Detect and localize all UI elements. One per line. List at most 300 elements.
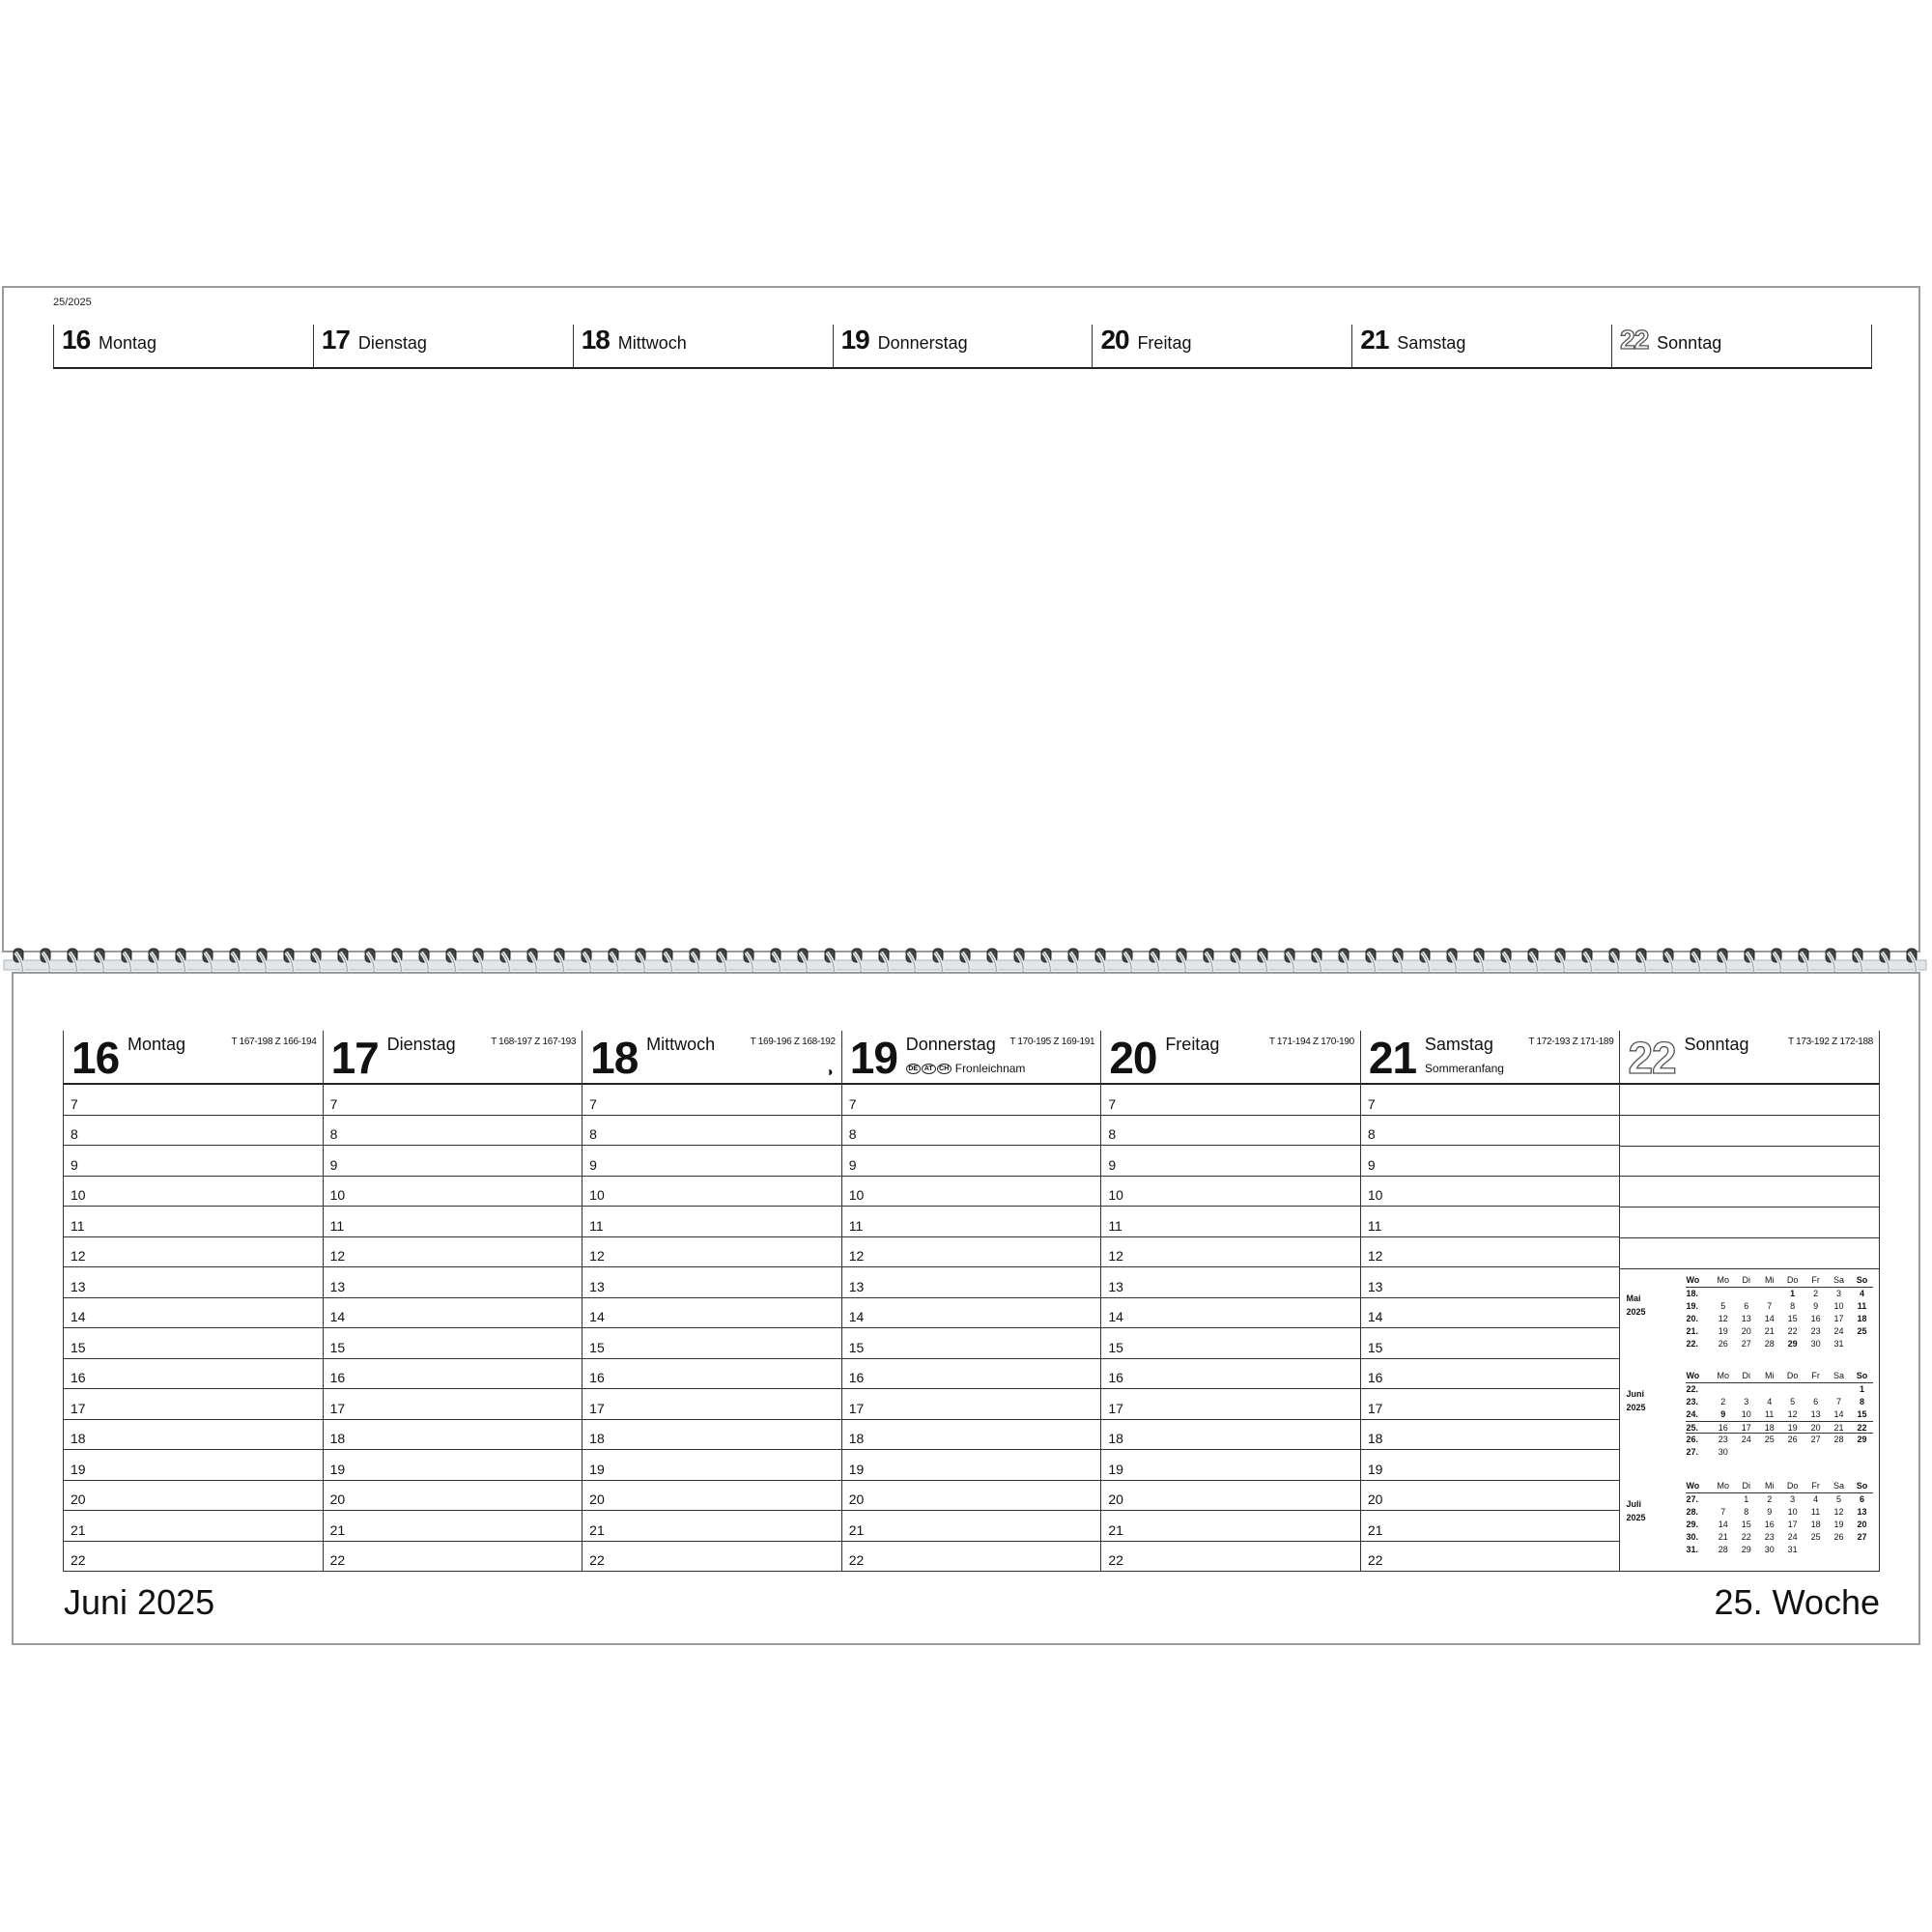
hour-slot[interactable] — [842, 1481, 1101, 1512]
hour-label: 8 — [329, 1126, 338, 1142]
hour-slot[interactable] — [64, 1481, 323, 1512]
hour-slot[interactable] — [582, 1298, 841, 1329]
hour-slot[interactable] — [64, 1328, 323, 1359]
hour-slot[interactable] — [64, 1298, 323, 1329]
hour-slot[interactable] — [842, 1085, 1101, 1116]
day-cell: 26 — [1787, 1435, 1798, 1444]
hour-label: 17 — [329, 1400, 346, 1416]
hour-label: 14 — [848, 1309, 865, 1324]
hour-slot[interactable] — [1101, 1267, 1360, 1298]
hour-slot[interactable] — [1361, 1450, 1620, 1481]
day-cell: 31 — [1833, 1339, 1844, 1349]
hour-label: 21 — [1367, 1521, 1383, 1538]
hour-label: 15 — [329, 1339, 346, 1355]
hour-label: 7 — [589, 1095, 597, 1112]
hour-slot[interactable] — [1101, 1146, 1360, 1177]
footer-month: Juni 2025 — [64, 1582, 215, 1622]
day-cell: 10 — [1787, 1507, 1798, 1517]
week-number: 19. — [1686, 1301, 1698, 1311]
day-header — [1101, 1031, 1360, 1085]
day-cell — [1735, 1288, 1758, 1300]
day-cell: 18 — [1857, 1314, 1867, 1323]
week-row — [1686, 1408, 1873, 1421]
hour-label: 20 — [589, 1492, 605, 1507]
day-cell: 11 — [1810, 1507, 1821, 1517]
day-cell: 12 — [1833, 1507, 1844, 1517]
weekday-header: So — [1856, 1481, 1868, 1491]
hour-slot[interactable] — [324, 1328, 582, 1359]
day-header — [842, 1031, 1101, 1085]
day-cell: 2 — [1720, 1397, 1726, 1406]
week-number: 18. — [1686, 1289, 1698, 1298]
week-row — [1686, 1446, 1873, 1459]
top-day-mittwoch — [573, 325, 833, 367]
day-header — [582, 1031, 841, 1085]
hour-label: 15 — [71, 1339, 86, 1355]
week-row — [1686, 1434, 1873, 1446]
day-cell: 29 — [1857, 1435, 1867, 1444]
day-number: 16 — [62, 325, 91, 355]
sun-times: T 167-198 Z 166-194 — [231, 1037, 317, 1047]
day-cell: 20 — [1810, 1423, 1821, 1433]
hour-slot[interactable] — [1101, 1298, 1360, 1329]
hour-label: 11 — [1367, 1217, 1382, 1234]
sunday-slot[interactable] — [1620, 1238, 1879, 1269]
top-day-freitag — [1092, 325, 1351, 367]
hour-slot[interactable] — [1361, 1328, 1620, 1359]
hour-slot[interactable] — [1101, 1420, 1360, 1451]
hour-label: 15 — [848, 1339, 865, 1355]
day-cell: 26 — [1718, 1339, 1728, 1349]
hour-label: 10 — [71, 1187, 86, 1203]
day-cell: 1 — [1790, 1289, 1796, 1298]
hour-slot[interactable] — [1361, 1298, 1620, 1329]
hour-slot[interactable] — [842, 1207, 1101, 1237]
hour-slots — [64, 1085, 323, 1571]
day-cell: 19 — [1833, 1520, 1844, 1529]
hour-slot[interactable] — [324, 1146, 582, 1177]
sunday-slot[interactable] — [1620, 1116, 1879, 1147]
hour-label: 9 — [329, 1156, 338, 1173]
day-cell: 23 — [1764, 1532, 1775, 1542]
weekday-header: Do — [1786, 1481, 1799, 1491]
day-number: 18 — [581, 325, 610, 355]
day-cell: 28 — [1833, 1435, 1844, 1444]
hour-label: 9 — [71, 1156, 78, 1173]
day-cell: 2 — [1767, 1494, 1773, 1504]
day-cell — [1735, 1383, 1758, 1396]
region-badge: CH — [937, 1064, 952, 1074]
hour-label: 20 — [71, 1492, 86, 1507]
day-cell: 10 — [1833, 1301, 1844, 1311]
month-label: Mai — [1626, 1293, 1641, 1303]
hour-label: 15 — [1108, 1339, 1123, 1355]
hour-label: 10 — [329, 1187, 346, 1203]
week-row — [1686, 1506, 1873, 1519]
hour-label: 10 — [589, 1187, 605, 1203]
hour-slot[interactable] — [1361, 1085, 1620, 1116]
hour-slot[interactable] — [1361, 1389, 1620, 1420]
top-week-header — [53, 325, 1872, 369]
day-cell: 4 — [1860, 1289, 1865, 1298]
day-cell: 8 — [1860, 1397, 1865, 1406]
day-cell: 25 — [1810, 1532, 1821, 1542]
hour-slot[interactable] — [842, 1359, 1101, 1390]
day-number: 19 — [849, 1033, 897, 1083]
top-day-montag — [53, 325, 313, 367]
day-cell: 1 — [1860, 1384, 1865, 1394]
hour-slot[interactable] — [582, 1389, 841, 1420]
hour-slot[interactable] — [64, 1177, 323, 1208]
footer-week-number: 25. Woche — [1714, 1582, 1880, 1622]
sun-times: T 172-193 Z 171-189 — [1528, 1037, 1614, 1047]
weekday-header: Fr — [1811, 1371, 1820, 1380]
hour-slot[interactable] — [64, 1359, 323, 1390]
hour-label: 20 — [848, 1492, 865, 1507]
hour-slot[interactable] — [582, 1177, 841, 1208]
hour-slot[interactable] — [64, 1542, 323, 1572]
weekday-header: So — [1856, 1371, 1868, 1380]
day-cell: 5 — [1720, 1301, 1726, 1311]
hour-label: 9 — [1367, 1156, 1376, 1173]
day-name: Donnerstag — [877, 333, 968, 353]
day-cell: 27 — [1857, 1532, 1867, 1542]
weekday-header: Fr — [1811, 1481, 1820, 1491]
hour-slot[interactable] — [582, 1116, 841, 1147]
hour-slot[interactable] — [64, 1085, 323, 1116]
week-row — [1686, 1325, 1873, 1338]
hour-slot[interactable] — [842, 1298, 1101, 1329]
hour-slot[interactable] — [1101, 1389, 1360, 1420]
year-label: 2025 — [1626, 1513, 1646, 1522]
hour-label: 11 — [848, 1217, 864, 1234]
day-cell: 25 — [1764, 1435, 1775, 1444]
hour-slot[interactable] — [1361, 1542, 1620, 1572]
hour-slot[interactable] — [582, 1146, 841, 1177]
day-cell — [1758, 1446, 1781, 1459]
day-cell: 14 — [1718, 1520, 1728, 1529]
day-number: 20 — [1100, 325, 1129, 355]
hour-slot[interactable] — [842, 1450, 1101, 1481]
weekday-header: Fr — [1811, 1275, 1820, 1285]
day-number: 21 — [1360, 325, 1389, 355]
hour-label: 16 — [848, 1370, 865, 1385]
day-cell: 6 — [1813, 1397, 1819, 1406]
hour-slots — [842, 1085, 1101, 1571]
day-header — [64, 1031, 323, 1085]
hour-label: 12 — [329, 1248, 346, 1264]
weekday-header: So — [1856, 1275, 1868, 1285]
hour-slot[interactable] — [64, 1207, 323, 1237]
week-row — [1686, 1531, 1873, 1544]
hour-slot[interactable] — [324, 1359, 582, 1390]
week-number: 29. — [1686, 1520, 1698, 1529]
day-cell: 24 — [1833, 1326, 1844, 1336]
top-day-sonntag — [1611, 325, 1872, 367]
day-cell: 22 — [1857, 1423, 1867, 1433]
day-name: Mittwoch — [646, 1035, 716, 1054]
hour-slot[interactable] — [1101, 1481, 1360, 1512]
sunday-slot[interactable] — [1620, 1085, 1879, 1116]
hour-label: 12 — [1108, 1248, 1123, 1264]
month-label: Juli — [1626, 1499, 1641, 1509]
day-cell — [1804, 1446, 1828, 1459]
hour-slot[interactable] — [1361, 1267, 1620, 1298]
hour-slot[interactable] — [582, 1420, 841, 1451]
hour-label: 14 — [1367, 1309, 1383, 1324]
weekday-header: Di — [1742, 1275, 1750, 1285]
hour-slot[interactable] — [842, 1389, 1101, 1420]
hour-slot[interactable] — [64, 1389, 323, 1420]
weekday-header: Wo — [1686, 1481, 1700, 1491]
hour-slot[interactable] — [1101, 1359, 1360, 1390]
hour-slot[interactable] — [1101, 1328, 1360, 1359]
hour-slot[interactable] — [1361, 1481, 1620, 1512]
day-cell: 13 — [1857, 1507, 1867, 1517]
hour-slot[interactable] — [324, 1481, 582, 1512]
day-cell: 21 — [1718, 1532, 1728, 1542]
day-cell: 13 — [1741, 1314, 1751, 1323]
hour-slot[interactable] — [1361, 1146, 1620, 1177]
hour-slot[interactable] — [324, 1542, 582, 1572]
hour-label: 14 — [71, 1309, 86, 1324]
sun-times: T 170-195 Z 169-191 — [1009, 1037, 1095, 1047]
weekday-header: Mi — [1764, 1275, 1775, 1285]
hour-slot[interactable] — [1361, 1359, 1620, 1390]
hour-label: 22 — [1367, 1552, 1383, 1568]
day-cell: 21 — [1833, 1423, 1844, 1433]
hour-slot[interactable] — [1101, 1237, 1360, 1268]
day-column-mittwoch — [582, 1031, 842, 1571]
day-cell — [1804, 1383, 1828, 1396]
day-cell — [1851, 1446, 1874, 1459]
hour-slot[interactable] — [1101, 1542, 1360, 1572]
hour-slot[interactable] — [582, 1511, 841, 1542]
hour-slot[interactable] — [64, 1420, 323, 1451]
hour-slot[interactable] — [842, 1177, 1101, 1208]
hour-label: 21 — [848, 1521, 865, 1538]
day-cell: 25 — [1857, 1326, 1867, 1336]
sunday-slot[interactable] — [1620, 1147, 1879, 1178]
sunday-slots — [1620, 1085, 1879, 1269]
hour-slot[interactable] — [1361, 1511, 1620, 1542]
hour-slot[interactable] — [64, 1450, 323, 1481]
hour-slot[interactable] — [582, 1267, 841, 1298]
hour-slot[interactable] — [842, 1116, 1101, 1147]
hour-slot[interactable] — [842, 1511, 1101, 1542]
day-cell: 9 — [1813, 1301, 1819, 1311]
month-label: Juni — [1626, 1389, 1644, 1399]
hour-label: 18 — [589, 1431, 605, 1446]
bottom-calendar-sheet — [12, 972, 1920, 1645]
hour-label: 17 — [71, 1400, 86, 1416]
hour-slot[interactable] — [324, 1177, 582, 1208]
hour-slot[interactable] — [1101, 1450, 1360, 1481]
day-number: 17 — [321, 325, 351, 355]
hour-slot[interactable] — [582, 1207, 841, 1237]
hour-slot[interactable] — [64, 1267, 323, 1298]
hour-label: 16 — [1108, 1370, 1123, 1385]
hour-slot[interactable] — [1361, 1420, 1620, 1451]
hour-slot[interactable] — [1361, 1237, 1620, 1268]
hour-slot[interactable] — [324, 1389, 582, 1420]
week-row — [1686, 1493, 1873, 1506]
hour-label: 19 — [1108, 1461, 1123, 1477]
hour-slot[interactable] — [324, 1237, 582, 1268]
week-grid — [63, 1031, 1880, 1572]
hour-slot[interactable] — [582, 1481, 841, 1512]
hour-slot[interactable] — [324, 1298, 582, 1329]
hour-label: 12 — [589, 1248, 605, 1264]
day-cell — [1828, 1446, 1851, 1459]
hour-label: 17 — [1367, 1400, 1383, 1416]
hour-slot[interactable] — [64, 1511, 323, 1542]
hour-slot[interactable] — [1101, 1085, 1360, 1116]
hour-slot[interactable] — [842, 1146, 1101, 1177]
hour-slot[interactable] — [582, 1328, 841, 1359]
hour-slots — [324, 1085, 582, 1571]
week-number: 28. — [1686, 1507, 1698, 1517]
hour-slot[interactable] — [842, 1237, 1101, 1268]
hour-slot[interactable] — [842, 1542, 1101, 1572]
hour-slot[interactable] — [582, 1237, 841, 1268]
week-number: 20. — [1686, 1314, 1698, 1323]
hour-slot[interactable] — [582, 1450, 841, 1481]
hour-label: 7 — [71, 1095, 78, 1112]
week-row — [1686, 1288, 1873, 1300]
day-cell: 22 — [1787, 1326, 1798, 1336]
hour-slots — [582, 1085, 841, 1571]
hour-label: 13 — [589, 1278, 605, 1294]
hour-slot[interactable] — [64, 1116, 323, 1147]
day-name: Samstag — [1397, 333, 1466, 353]
day-cell: 22 — [1741, 1532, 1751, 1542]
hour-slot[interactable] — [64, 1237, 323, 1268]
hour-label: 14 — [329, 1309, 346, 1324]
hour-slot[interactable] — [324, 1450, 582, 1481]
day-cell: 27 — [1741, 1339, 1751, 1349]
hour-slot[interactable] — [324, 1267, 582, 1298]
hour-slot[interactable] — [324, 1420, 582, 1451]
mini-calendar-label — [1626, 1497, 1645, 1524]
day-cell: 30 — [1764, 1545, 1775, 1554]
season-note: Sommeranfang — [1424, 1062, 1504, 1075]
hour-slot[interactable] — [324, 1116, 582, 1147]
day-cell — [1781, 1383, 1804, 1396]
hour-slot[interactable] — [1361, 1177, 1620, 1208]
hour-label: 8 — [1367, 1126, 1376, 1142]
hour-slot[interactable] — [582, 1085, 841, 1116]
day-cell: 9 — [1767, 1507, 1773, 1517]
day-cell: 21 — [1764, 1326, 1775, 1336]
day-cell: 15 — [1787, 1314, 1798, 1323]
hour-slot[interactable] — [582, 1542, 841, 1572]
hour-label: 16 — [1367, 1370, 1383, 1385]
hour-slot[interactable] — [582, 1359, 841, 1390]
hour-label: 13 — [71, 1278, 86, 1294]
day-cell: 4 — [1767, 1397, 1773, 1406]
hour-label: 8 — [589, 1126, 597, 1142]
hour-slot[interactable] — [64, 1146, 323, 1177]
day-cell: 7 — [1836, 1397, 1842, 1406]
week-number: 27. — [1686, 1494, 1698, 1504]
sunday-slot[interactable] — [1620, 1208, 1879, 1238]
hour-label: 13 — [1367, 1278, 1383, 1294]
week-row — [1686, 1519, 1873, 1531]
hour-label: 13 — [848, 1278, 865, 1294]
day-cell: 29 — [1787, 1339, 1798, 1349]
hour-slot[interactable] — [1101, 1177, 1360, 1208]
hour-slot[interactable] — [842, 1267, 1101, 1298]
day-cell: 29 — [1741, 1545, 1751, 1554]
day-cell: 1 — [1744, 1494, 1749, 1504]
hour-label: 7 — [848, 1095, 857, 1112]
weekday-header: Sa — [1833, 1275, 1845, 1285]
day-name: Donnerstag — [905, 1035, 996, 1054]
day-cell — [1828, 1544, 1851, 1556]
day-cell: 8 — [1744, 1507, 1749, 1517]
day-cell: 23 — [1718, 1435, 1728, 1444]
day-cell: 12 — [1718, 1314, 1728, 1323]
day-cell: 5 — [1836, 1494, 1842, 1504]
moon-phase-icon: ◑ — [825, 1064, 834, 1079]
top-day-samstag — [1351, 325, 1611, 367]
hour-label: 15 — [589, 1339, 605, 1355]
sun-times: T 168-197 Z 167-193 — [491, 1037, 577, 1047]
weekday-header-row — [1686, 1480, 1873, 1493]
hour-label: 8 — [1108, 1126, 1117, 1142]
sun-times: T 169-196 Z 168-192 — [750, 1037, 836, 1047]
day-column-donnerstag — [842, 1031, 1102, 1571]
weekday-header-row — [1686, 1274, 1873, 1288]
day-cell: 20 — [1741, 1326, 1751, 1336]
hour-slot[interactable] — [842, 1420, 1101, 1451]
day-cell: 18 — [1810, 1520, 1821, 1529]
week-number: 21. — [1686, 1326, 1698, 1336]
hour-slot[interactable] — [1101, 1116, 1360, 1147]
hour-slot[interactable] — [1101, 1207, 1360, 1237]
hour-slot[interactable] — [324, 1207, 582, 1237]
hour-slot[interactable] — [842, 1328, 1101, 1359]
day-cell: 3 — [1836, 1289, 1842, 1298]
week-row — [1686, 1544, 1873, 1556]
hour-label: 17 — [589, 1400, 605, 1416]
top-day-donnerstag — [833, 325, 1093, 367]
mini-calendar-table — [1686, 1370, 1873, 1459]
day-cell: 16 — [1718, 1423, 1728, 1433]
hour-slot[interactable] — [324, 1085, 582, 1116]
hour-slot[interactable] — [1361, 1207, 1620, 1237]
hour-label: 11 — [71, 1217, 85, 1234]
day-cell — [1828, 1383, 1851, 1396]
day-cell: 2 — [1813, 1289, 1819, 1298]
day-number: 22 — [1628, 1033, 1676, 1083]
day-number: 18 — [590, 1033, 639, 1083]
top-day-dienstag — [313, 325, 573, 367]
hour-slot[interactable] — [1361, 1116, 1620, 1147]
year-label: 2025 — [1626, 1307, 1646, 1317]
hour-label: 12 — [71, 1248, 86, 1264]
day-number: 17 — [330, 1033, 379, 1083]
weekday-header-row — [1686, 1370, 1873, 1383]
sun-times: T 171-194 Z 170-190 — [1268, 1037, 1354, 1047]
sunday-slot[interactable] — [1620, 1177, 1879, 1208]
hour-slot[interactable] — [1101, 1511, 1360, 1542]
hour-label: 22 — [329, 1552, 346, 1568]
day-header — [324, 1031, 582, 1085]
hour-label: 12 — [1367, 1248, 1383, 1264]
hour-slot[interactable] — [324, 1511, 582, 1542]
